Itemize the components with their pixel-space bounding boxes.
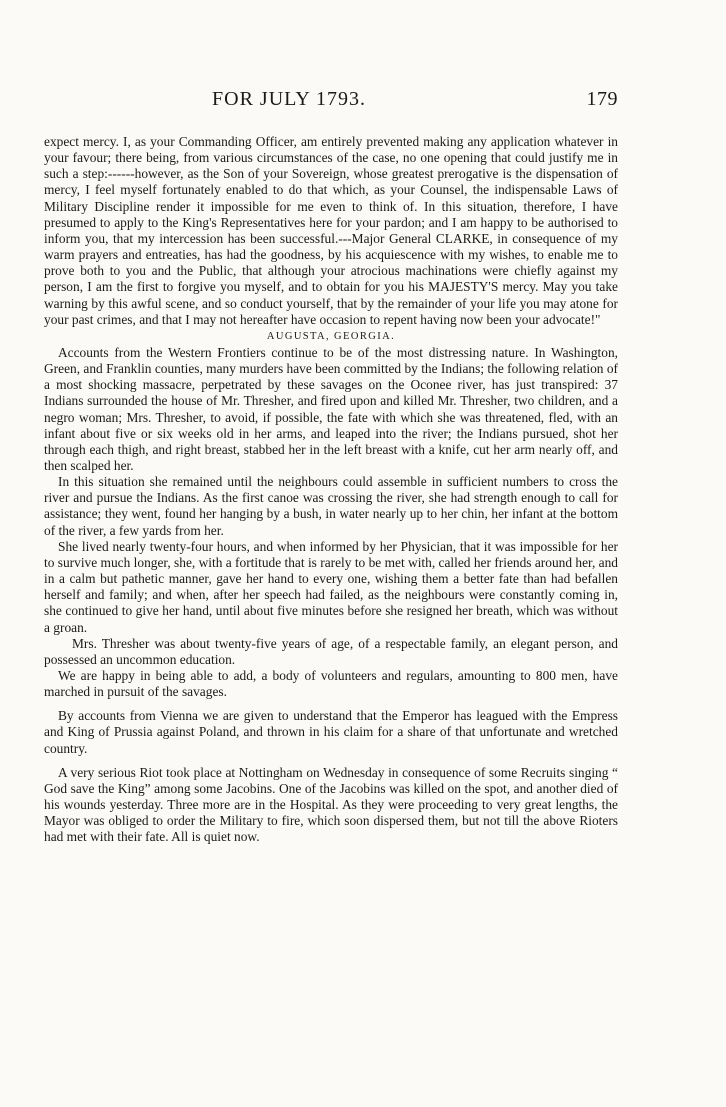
article-body [44, 134, 618, 846]
paragraph-spacer [44, 757, 618, 765]
running-title: FOR JULY 1793. [212, 88, 367, 110]
section-heading-augusta-georgia: AUGUSTA, GEORGIA. [266, 330, 396, 342]
paragraph-spacer [44, 700, 618, 708]
paragraph-volunteers: We are happy in being able to add, a body of volunteers and regulars, amounting to 800 men, have marched in pursuit of the savages. [44, 668, 618, 700]
paragraph-vienna: By accounts from Vienna we are given to understand that the Emperor has leagued with the Empress and King of Prussia against Poland, and thrown in his claim for a share of that unfortunate and wretched country. [44, 708, 618, 756]
paragraph-she-lived: She lived nearly twenty-four hours, and when informed by her Physician, that it was impossible for her to survive much longer, she, with a fortitude that is rarely to be met with, called her friends around her, and in a calm but pathetic manner, gave her hand to every one, wishing them a better fate than had befallen herself and family; and when, after her speech had failed, as the neighbours were constantly coming in, she continued to give her hand, until about five minutes before she resigned her breath, which was without a groan. [44, 538, 618, 635]
paragraph-situation: In this situation she remained until the neighbours could assemble in sufficient numbers to cross the river and pursue the Indians. As the first canoe was crossing the river, she had strength enough to call for assistance; they went, found her hanging by a bush, in water nearly up to her chin, her infant at the bottom of the river, a few yards from her. [44, 474, 618, 538]
running-head [44, 88, 618, 118]
paragraph-mrs-thresher: Mrs. Thresher was about twenty-five years of age, of a respectable family, an elegant person, and possessed an uncommon education. [44, 635, 618, 667]
paragraph-western-frontiers: Accounts from the Western Frontiers continue to be of the most distressing nature. In Washington, Green, and Franklin counties, many murders have been committed by the Indians; the following relation of a most shocking massacre, perpetrated by these savages on the Oconee river, has just transpired: 37 Indians surrounded the house of Mr. Thresher, and fired upon and killed Mr. Thresher, two children, and a negro woman; Mrs. Thresher, to avoid, if possible, the fate with which she was threatened, fled, with an infant about five or six weeks old in her arms, and leaped into the river; the Indians pursued, shot her through each thigh, and right breast, stabbed her in the left breast with a knife, cut her arm nearly off, and then scalped her. [44, 344, 618, 473]
paragraph-letter-continuation: expect mercy. I, as your Commanding Officer, am entirely prevented making any application whatever in your favour; there being, from various circumstances of the case, no one opening that could justify me in such a step:------however, as the Son of your Sovereign, whose greatest prerogative is the dispensation of mercy, I feel myself fortunately enabled to do that which, as your Counsel, the indispensable Laws of Military Discipline render it impossible for me even to think of. In this situation, therefore, I have presumed to apply to the King's Representatives here for your pardon; and I am happy to be authorised to inform you, that my intercession has been successful.---Major General CLARKE, in consequence of my warm prayers and entreaties, has had the goodness, by his acquiescence with my wishes, to enable me to prove both to you and the Public, that although your atrocious machinations were chiefly against my person, I am the first to forgive you myself, and to obtain for you his MAJESTY'S mercy. May you take warning by this awful scene, and so conduct yourself, that by the remainder of your life you may atone for your past crimes, and that I may not hereafter have occasion to repent having now been your advocate!" [44, 134, 618, 327]
page-number: 179 [586, 88, 618, 110]
paragraph-nottingham-riot: A very serious Riot took place at Nottingham on Wednesday in consequence of some Recruits singing “ God save the King” among some Jacobins. One of the Jacobins was killed on the spot, and another died of his wounds yesterday. Three more are in the Hospital. As they were proceeding to very great lengths, the Mayor was obliged to order the Military to fire, which soon dispersed them, but not till the above Rioters had met with their fate. All is quiet now. [44, 764, 618, 845]
